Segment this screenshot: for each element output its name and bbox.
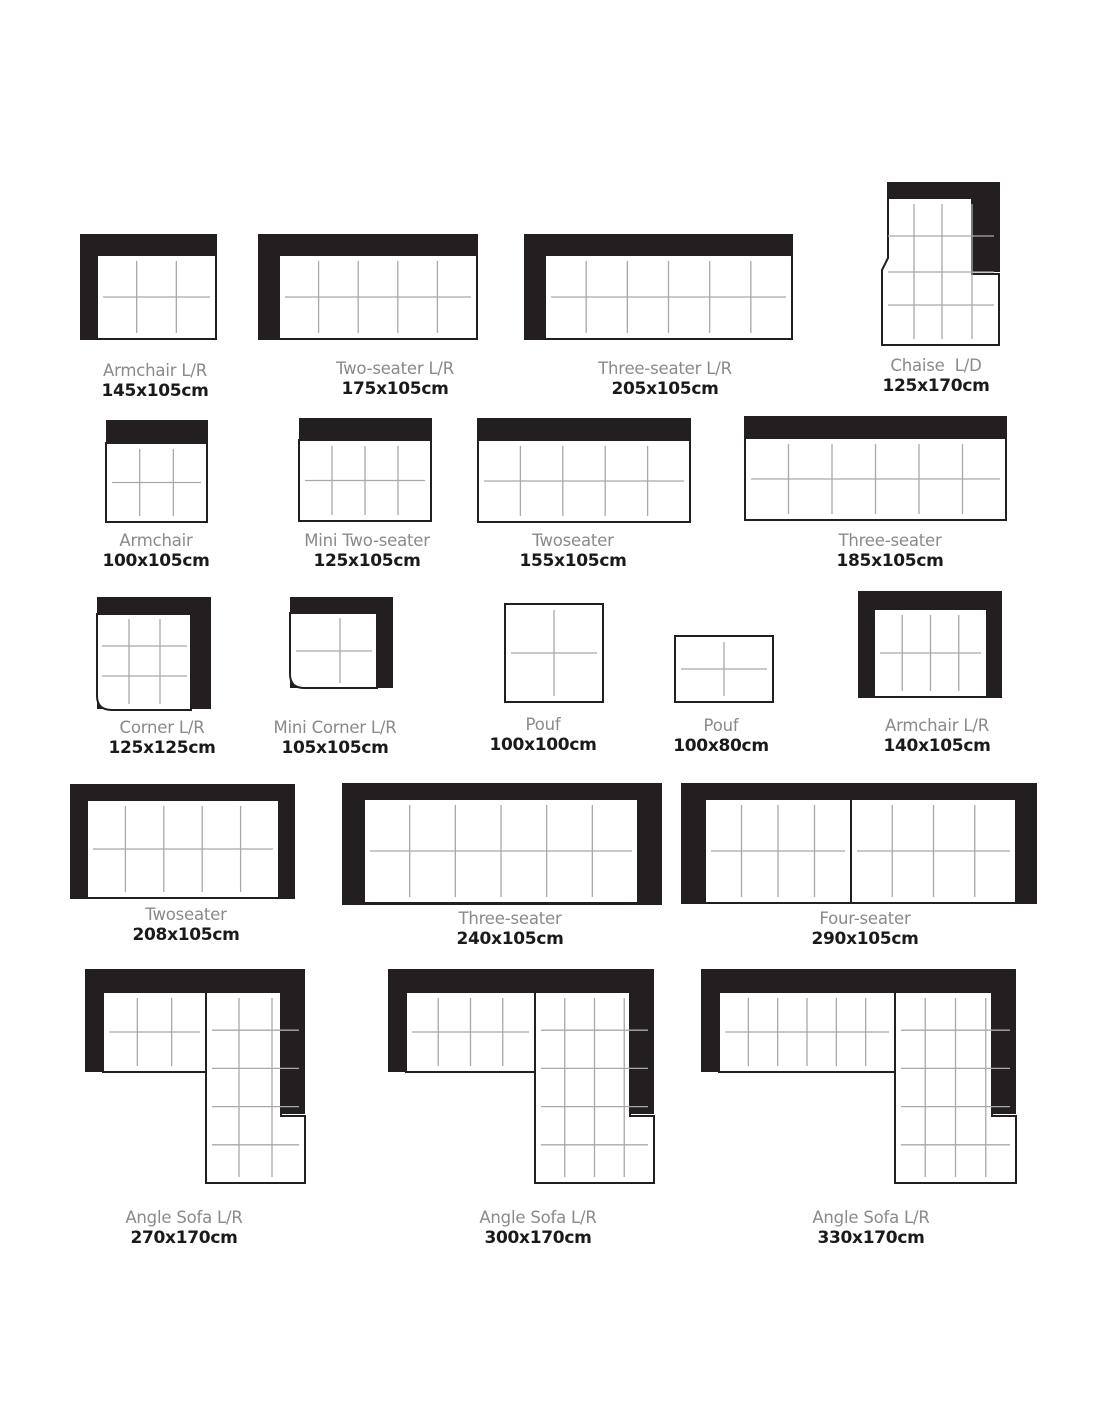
chaise-ld-125-plan <box>882 182 1000 345</box>
module-size: 300x170cm <box>484 1228 592 1248</box>
l-armrest-frame <box>992 969 1016 1114</box>
angle-sofa-300-plan <box>388 969 654 1183</box>
twoseater-208-plan <box>70 784 295 899</box>
module-name: Angle Sofa L/R <box>125 1208 243 1227</box>
module-label-three-seater-240 <box>456 909 563 949</box>
pouf-100x100-plan <box>505 604 603 702</box>
pouf-100x80-plan <box>675 636 773 702</box>
module-name: Pouf <box>703 716 739 735</box>
twoseater-155-plan <box>477 418 691 522</box>
module-name: Four-seater <box>819 909 911 928</box>
module-name: Twoseater <box>532 531 614 550</box>
armchair-lr-145-plan <box>80 234 217 340</box>
module-label-corner-lr-125 <box>108 718 215 758</box>
angle-sofa-330-plan <box>701 969 1016 1183</box>
module-size: 100x105cm <box>102 551 210 571</box>
module-label-angle-sofa-300 <box>479 1208 596 1248</box>
module-size: 145x105cm <box>101 381 209 401</box>
module-size: 100x100cm <box>489 735 597 755</box>
module-name: Angle Sofa L/R <box>812 1208 930 1227</box>
module-size: 155x105cm <box>519 551 627 571</box>
backrest-frame <box>477 418 691 442</box>
module-label-pouf-100x80 <box>673 716 769 756</box>
mini-two-seater-125-plan <box>299 418 432 521</box>
backrest-frame <box>106 420 208 445</box>
module-size: 270x170cm <box>130 1228 238 1248</box>
module-label-armchair-100 <box>102 531 209 571</box>
seat-cushion <box>97 614 191 710</box>
module-label-mini-two-seater-125 <box>304 531 430 571</box>
angle-sofa-270-plan <box>85 969 305 1183</box>
module-label-pouf-100x100 <box>489 715 596 755</box>
corner-lr-125-plan <box>97 597 211 710</box>
three-seater-185-plan <box>744 416 1007 520</box>
three-seater-240-plan <box>342 783 662 905</box>
backrest-frame <box>299 418 432 442</box>
module-size: 208x105cm <box>132 925 240 945</box>
module-size: 240x105cm <box>456 929 564 949</box>
module-size: 290x105cm <box>811 929 919 949</box>
module-name: Three-seater <box>458 909 562 928</box>
module-size: 105x105cm <box>281 738 389 758</box>
module-size: 125x125cm <box>108 738 216 758</box>
module-size: 205x105cm <box>611 379 719 399</box>
module-name: Corner L/R <box>119 718 205 737</box>
module-name: Armchair <box>119 531 193 550</box>
module-label-two-seater-lr-175 <box>336 359 454 399</box>
module-label-armchair-lr-145 <box>101 361 208 401</box>
three-seater-lr-205-plan <box>524 234 793 340</box>
module-name: Two-seater L/R <box>335 359 455 378</box>
module-name: Twoseater <box>145 905 227 924</box>
four-seater-290-plan <box>681 783 1037 904</box>
module-name: Three-seater L/R <box>598 359 732 378</box>
l-armrest-frame <box>281 969 305 1114</box>
module-size: 330x170cm <box>817 1228 925 1248</box>
module-label-three-seater-185 <box>836 531 943 571</box>
module-name: Three-seater <box>838 531 942 550</box>
module-label-angle-sofa-330 <box>812 1208 929 1248</box>
armchair-lr-140-plan <box>858 591 1002 698</box>
module-size: 140x105cm <box>883 736 991 756</box>
module-size: 185x105cm <box>836 551 944 571</box>
module-name: Angle Sofa L/R <box>479 1208 597 1227</box>
module-name: Mini Two-seater <box>304 531 430 550</box>
backrest-frame <box>744 416 1007 439</box>
module-size: 175x105cm <box>341 379 449 399</box>
module-label-twoseater-155 <box>519 531 626 571</box>
module-name: Pouf <box>525 715 561 734</box>
l-armrest-frame <box>630 969 654 1114</box>
module-name: Armchair L/R <box>885 716 989 735</box>
mini-corner-lr-105-plan <box>290 597 393 688</box>
module-label-four-seater-290 <box>811 909 918 949</box>
module-name: Mini Corner L/R <box>273 718 397 737</box>
module-label-twoseater-208 <box>132 905 239 945</box>
module-size: 100x80cm <box>673 736 769 756</box>
armchair-100-plan <box>106 420 208 522</box>
two-seater-lr-175-plan <box>258 234 478 340</box>
module-name: Chaise L/D <box>890 356 982 375</box>
module-label-armchair-lr-140 <box>883 716 990 756</box>
module-label-three-seater-lr-205 <box>598 359 732 399</box>
module-size: 125x105cm <box>313 551 421 571</box>
module-size: 125x170cm <box>882 376 990 396</box>
module-label-chaise-ld-125 <box>882 356 989 396</box>
module-label-mini-corner-lr-105 <box>273 718 396 758</box>
module-name: Armchair L/R <box>103 361 207 380</box>
module-label-angle-sofa-270 <box>125 1208 242 1248</box>
